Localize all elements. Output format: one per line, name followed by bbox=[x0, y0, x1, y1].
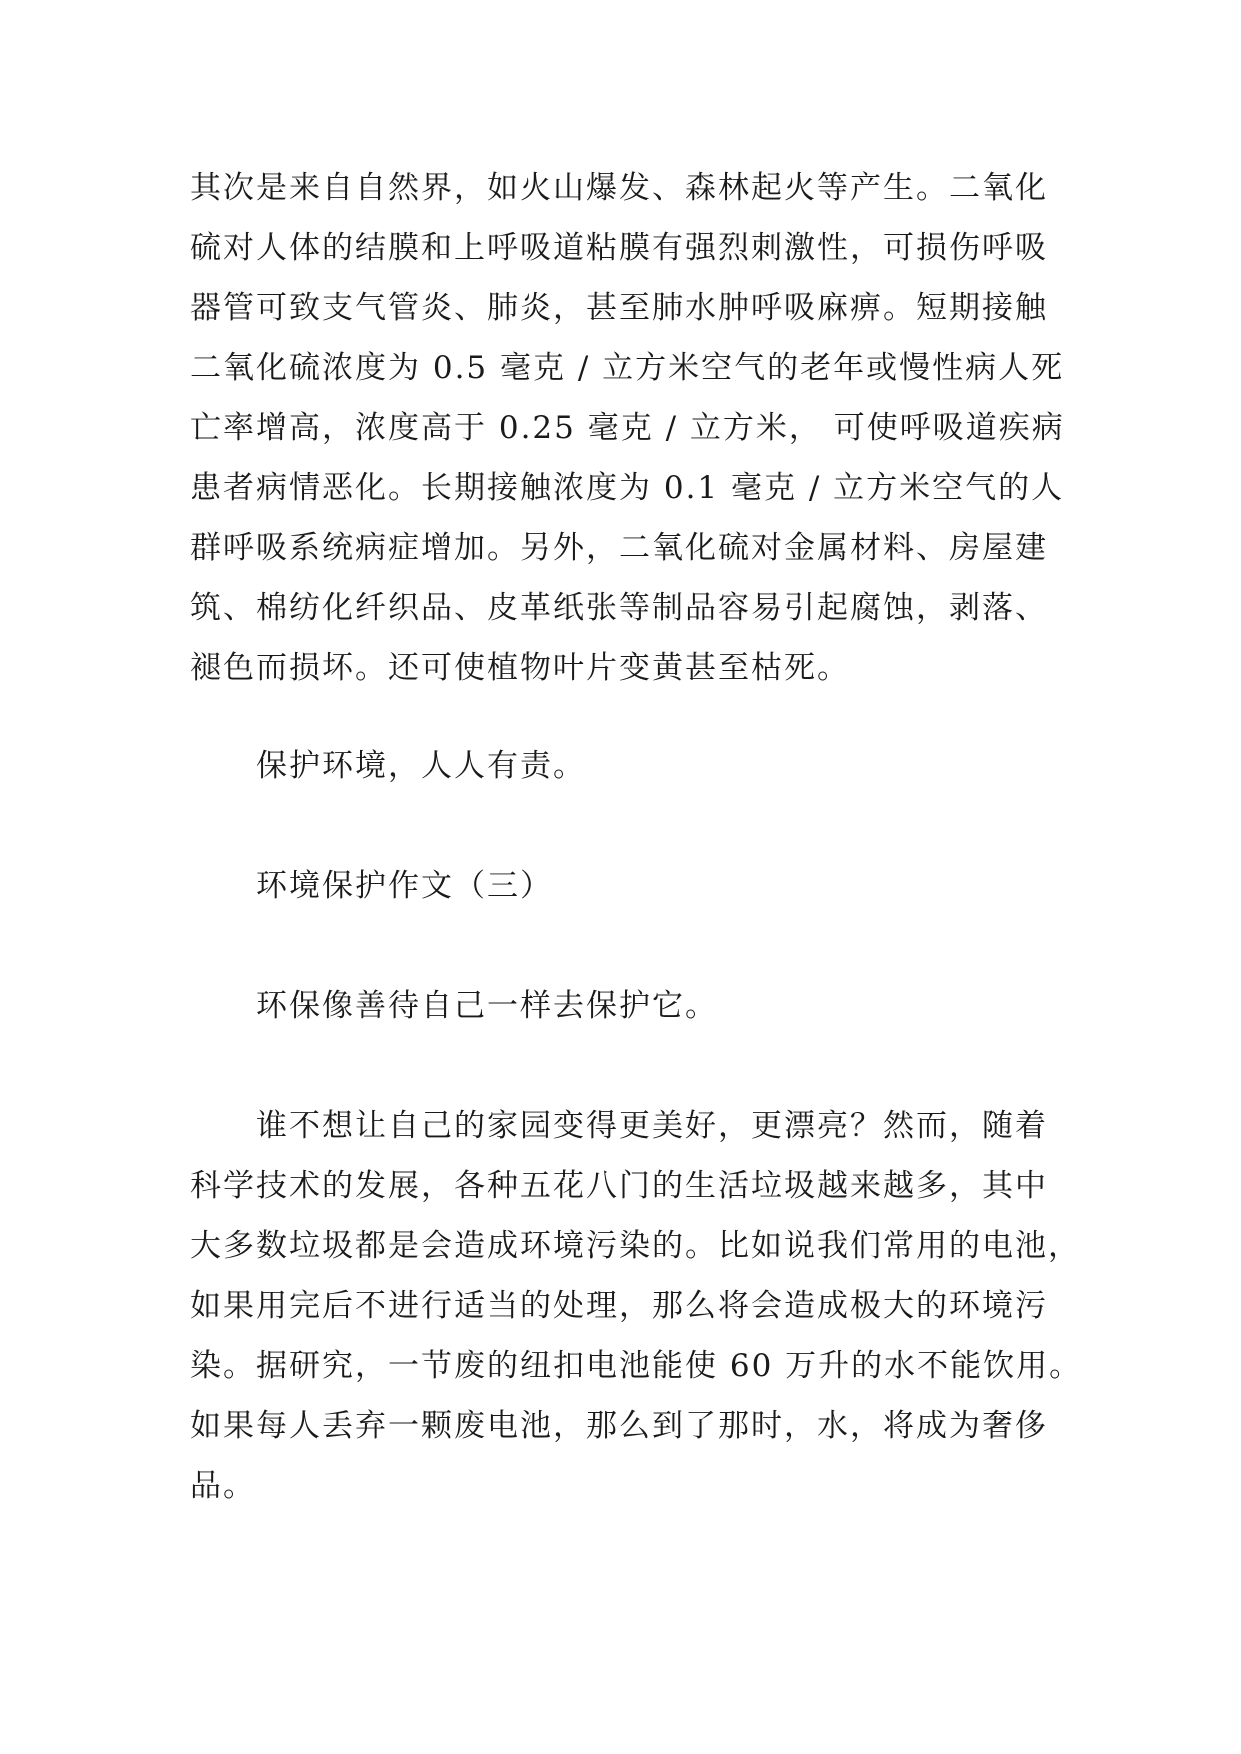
text-line: 褪色而损坏。还可使植物叶片变黄甚至枯死。 bbox=[190, 650, 850, 686]
text-line: 科学技术的发展，各种五花八门的生活垃圾越来越多，其中 bbox=[190, 1168, 1048, 1204]
text-line: 品。 bbox=[190, 1468, 256, 1504]
text-line: 器管可致支气管炎、肺炎，甚至肺水肿呼吸麻痹。短期接触 bbox=[190, 290, 1048, 326]
text-line: 群呼吸系统病症增加。另外，二氧化硫对金属材料、房屋建 bbox=[190, 530, 1048, 566]
paragraph-sulfur-dioxide bbox=[190, 158, 1070, 698]
text-line: 亡率增高，浓度高于 0.25 毫克 / 立方米， 可使呼吸道疾病 bbox=[190, 410, 1065, 446]
text-line: 谁不想让自己的家园变得更美好，更漂亮？然而，随着 bbox=[256, 1108, 1048, 1144]
paragraph-protect-environment bbox=[190, 736, 1070, 796]
text-line: 硫对人体的结膜和上呼吸道粘膜有强烈刺激性，可损伤呼吸 bbox=[190, 230, 1048, 266]
heading-text: 环境保护作文（三） bbox=[256, 868, 553, 904]
text-line: 筑、棉纺化纤织品、皮革纸张等制品容易引起腐蚀，剥落、 bbox=[190, 590, 1048, 626]
text-line: 如果每人丢弃一颗废电池，那么到了那时，水，将成为奢侈 bbox=[190, 1408, 1048, 1444]
text-line: 染。据研究，一节废的纽扣电池能使 60 万升的水不能饮用。 bbox=[190, 1348, 1083, 1384]
text-line: 其次是来自自然界，如火山爆发、森林起火等产生。二氧化 bbox=[190, 170, 1048, 206]
text-line: 二氧化硫浓度为 0.5 毫克 / 立方米空气的老年或慢性病人死 bbox=[190, 350, 1065, 386]
text-line: 保护环境，人人有责。 bbox=[256, 748, 586, 784]
text-line: 患者病情恶化。长期接触浓度为 0.1 毫克 / 立方米空气的人 bbox=[190, 470, 1065, 506]
text-line: 大多数垃圾都是会造成环境污染的。比如说我们常用的电池， bbox=[190, 1228, 1081, 1264]
paragraph-eco-motto bbox=[190, 976, 1070, 1036]
paragraph-battery-pollution bbox=[190, 1096, 1083, 1516]
section-heading bbox=[190, 856, 1070, 916]
text-line: 环保像善待自己一样去保护它。 bbox=[256, 988, 718, 1024]
text-line: 如果用完后不进行适当的处理，那么将会造成极大的环境污 bbox=[190, 1288, 1048, 1324]
